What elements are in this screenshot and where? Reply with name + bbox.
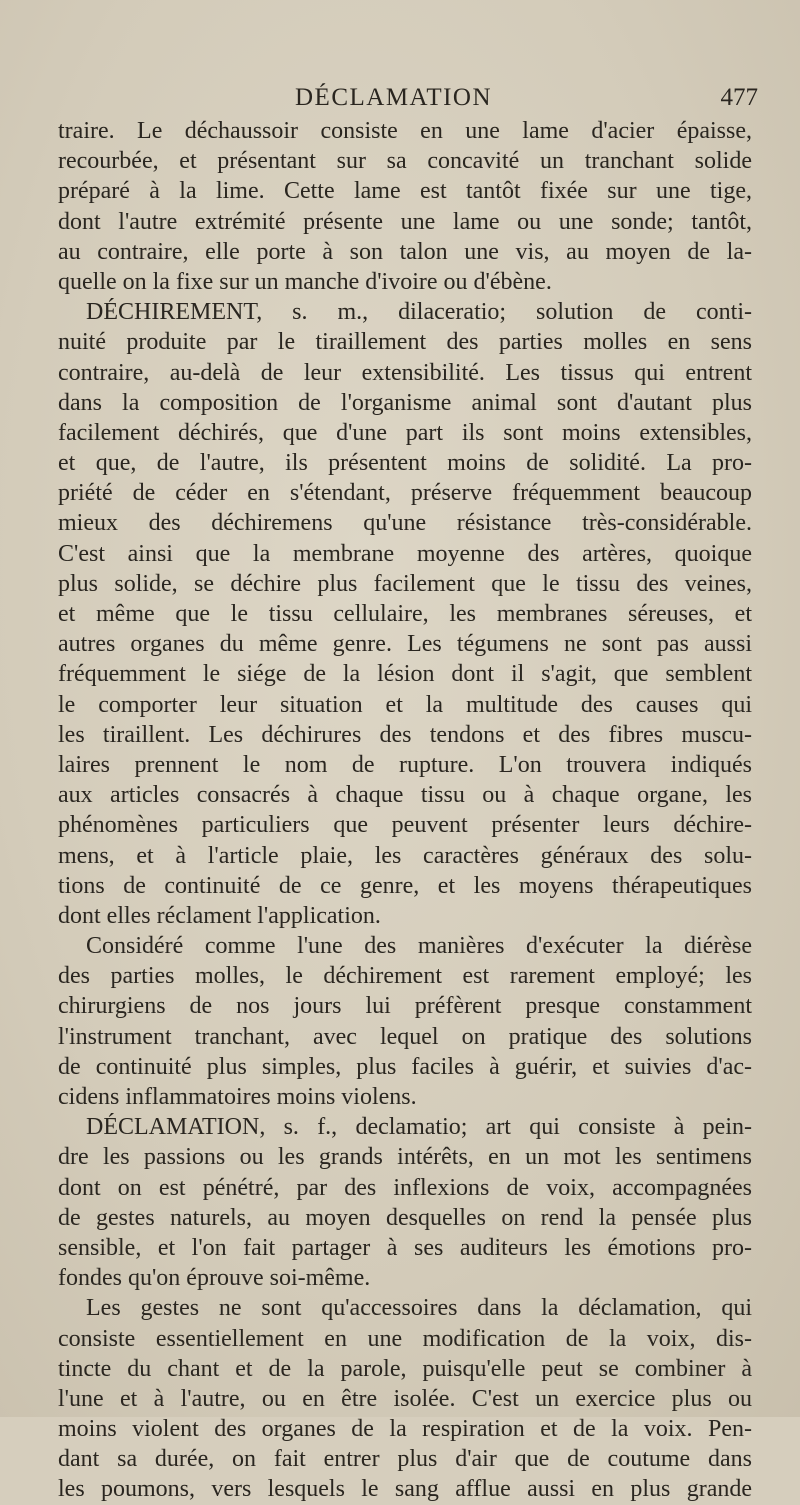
text-line: le comporter leur situation et la multitude des causes qui — [58, 691, 752, 718]
text-line: autres organes du même genre. Les tégumens ne sont pas aussi — [58, 631, 752, 658]
text-line: les tiraillent. Les déchirures des tendons et des fibres muscu- — [58, 721, 752, 748]
text-line: de gestes naturels, au moyen desquelles on rend la pensée plus — [58, 1204, 752, 1231]
entry-heading-dechirement: DÉCHIREMENT, s. m., dilaceratio; solution de conti- — [86, 299, 752, 326]
text-line: et que, de l'autre, ils présentent moins de solidité. La pro- — [58, 450, 752, 477]
text-line: des parties molles, le déchirement est rarement employé; les — [58, 963, 752, 990]
text-line: Les gestes ne sont qu'accessoires dans la déclamation, qui — [86, 1295, 752, 1322]
text-line: cidens inflammatoires moins violens. — [58, 1084, 417, 1110]
text-line: dans la composition de l'organisme animal sont d'autant plus — [58, 389, 752, 416]
text-line: dont elles réclament l'application. — [58, 902, 381, 929]
text-line: les poumons, vers lesquels le sang afflue aussi en plus grande — [58, 1476, 752, 1503]
text-line: laires prennent le nom de rupture. L'on trouvera indiqués — [58, 751, 752, 778]
text-line: dre les passions ou les grands intérêts, en un mot les sentimens — [58, 1144, 752, 1171]
text-line: consiste essentiellement en une modification de la voix, dis- — [58, 1325, 752, 1352]
text-line: de continuité plus simples, plus faciles à guérir, et suivies d'ac- — [58, 1053, 752, 1080]
text-line: quelle on la fixe sur un manche d'ivoire ou d'ébène. — [58, 268, 552, 295]
text-line: C'est ainsi que la membrane moyenne des artères, quoique — [58, 540, 752, 567]
running-head: DÉCLAMATION — [295, 84, 493, 111]
text-line: sensible, et l'on fait partager à ses auditeurs les émotions pro- — [58, 1234, 752, 1261]
text-line: fréquemment le siége de la lésion dont il s'agit, que semblent — [58, 661, 752, 688]
text-line: priété de céder en s'étendant, préserve fréquemment beaucoup — [58, 480, 752, 507]
text-line: dont on est pénétré, par des inflexions de voix, accompagnées — [58, 1174, 752, 1201]
text-line: dant sa durée, on fait entrer plus d'air que de coutume dans — [58, 1446, 752, 1473]
text-line: chirurgiens de nos jours lui préfèrent presque constamment — [58, 993, 752, 1020]
text-line: aux articles consacrés à chaque tissu ou à chaque organe, les — [58, 782, 752, 809]
text-line: préparé à la lime. Cette lame est tantôt fixée sur une tige, — [58, 178, 752, 205]
text-line: mieux des déchiremens qu'une résistance très-considérable. — [58, 510, 752, 537]
text-line: nuité produite par le tiraillement des parties molles en sens — [58, 329, 752, 356]
text-line: et même que le tissu cellulaire, les membranes séreuses, et — [58, 601, 752, 627]
text-line: l'une et à l'autre, ou en être isolée. C'est un exercice plus ou — [58, 1385, 752, 1412]
text-line: tincte du chant et de la parole, puisqu'elle peut se combiner à — [58, 1355, 752, 1382]
text-line: fondes qu'on éprouve soi-même. — [58, 1265, 371, 1292]
entry-heading-declamation: DÉCLAMATION, s. f., declamatio; art qui consiste à pein- — [86, 1114, 752, 1141]
text-line: phénomènes particuliers que peuvent présenter leurs déchire- — [58, 812, 752, 839]
text-line: Considéré comme l'une des manières d'exécuter la diérèse — [86, 933, 752, 960]
page-number: 477 — [720, 84, 758, 111]
text-line: plus solide, se déchire plus facilement que le tissu des veines, — [58, 570, 752, 597]
text-line: moins violent des organes de la respiration et de la voix. Pen- — [58, 1416, 752, 1443]
text-line: traire. Le déchaussoir consiste en une lame d'acier épaisse, — [58, 118, 752, 144]
text-line: facilement déchirés, que d'une part ils sont moins extensibles, — [58, 419, 752, 446]
text-line: l'instrument tranchant, avec lequel on pratique des solutions — [58, 1023, 752, 1050]
text-line: recourbée, et présentant sur sa concavité un tranchant solide — [58, 148, 752, 175]
text-line: contraire, au-delà de leur extensibilité. Les tissus qui entrent — [58, 359, 752, 386]
body-text — [58, 116, 752, 1505]
text-line: tions de continuité de ce genre, et les moyens thérapeutiques — [58, 872, 752, 899]
text-line: au contraire, elle porte à son talon une vis, au moyen de la- — [58, 238, 752, 265]
text-line: dont l'autre extrémité présente une lame ou une sonde; tantôt, — [58, 208, 752, 235]
text-line: mens, et à l'article plaie, les caractères généraux des solu- — [58, 842, 752, 869]
page-header — [40, 80, 764, 120]
